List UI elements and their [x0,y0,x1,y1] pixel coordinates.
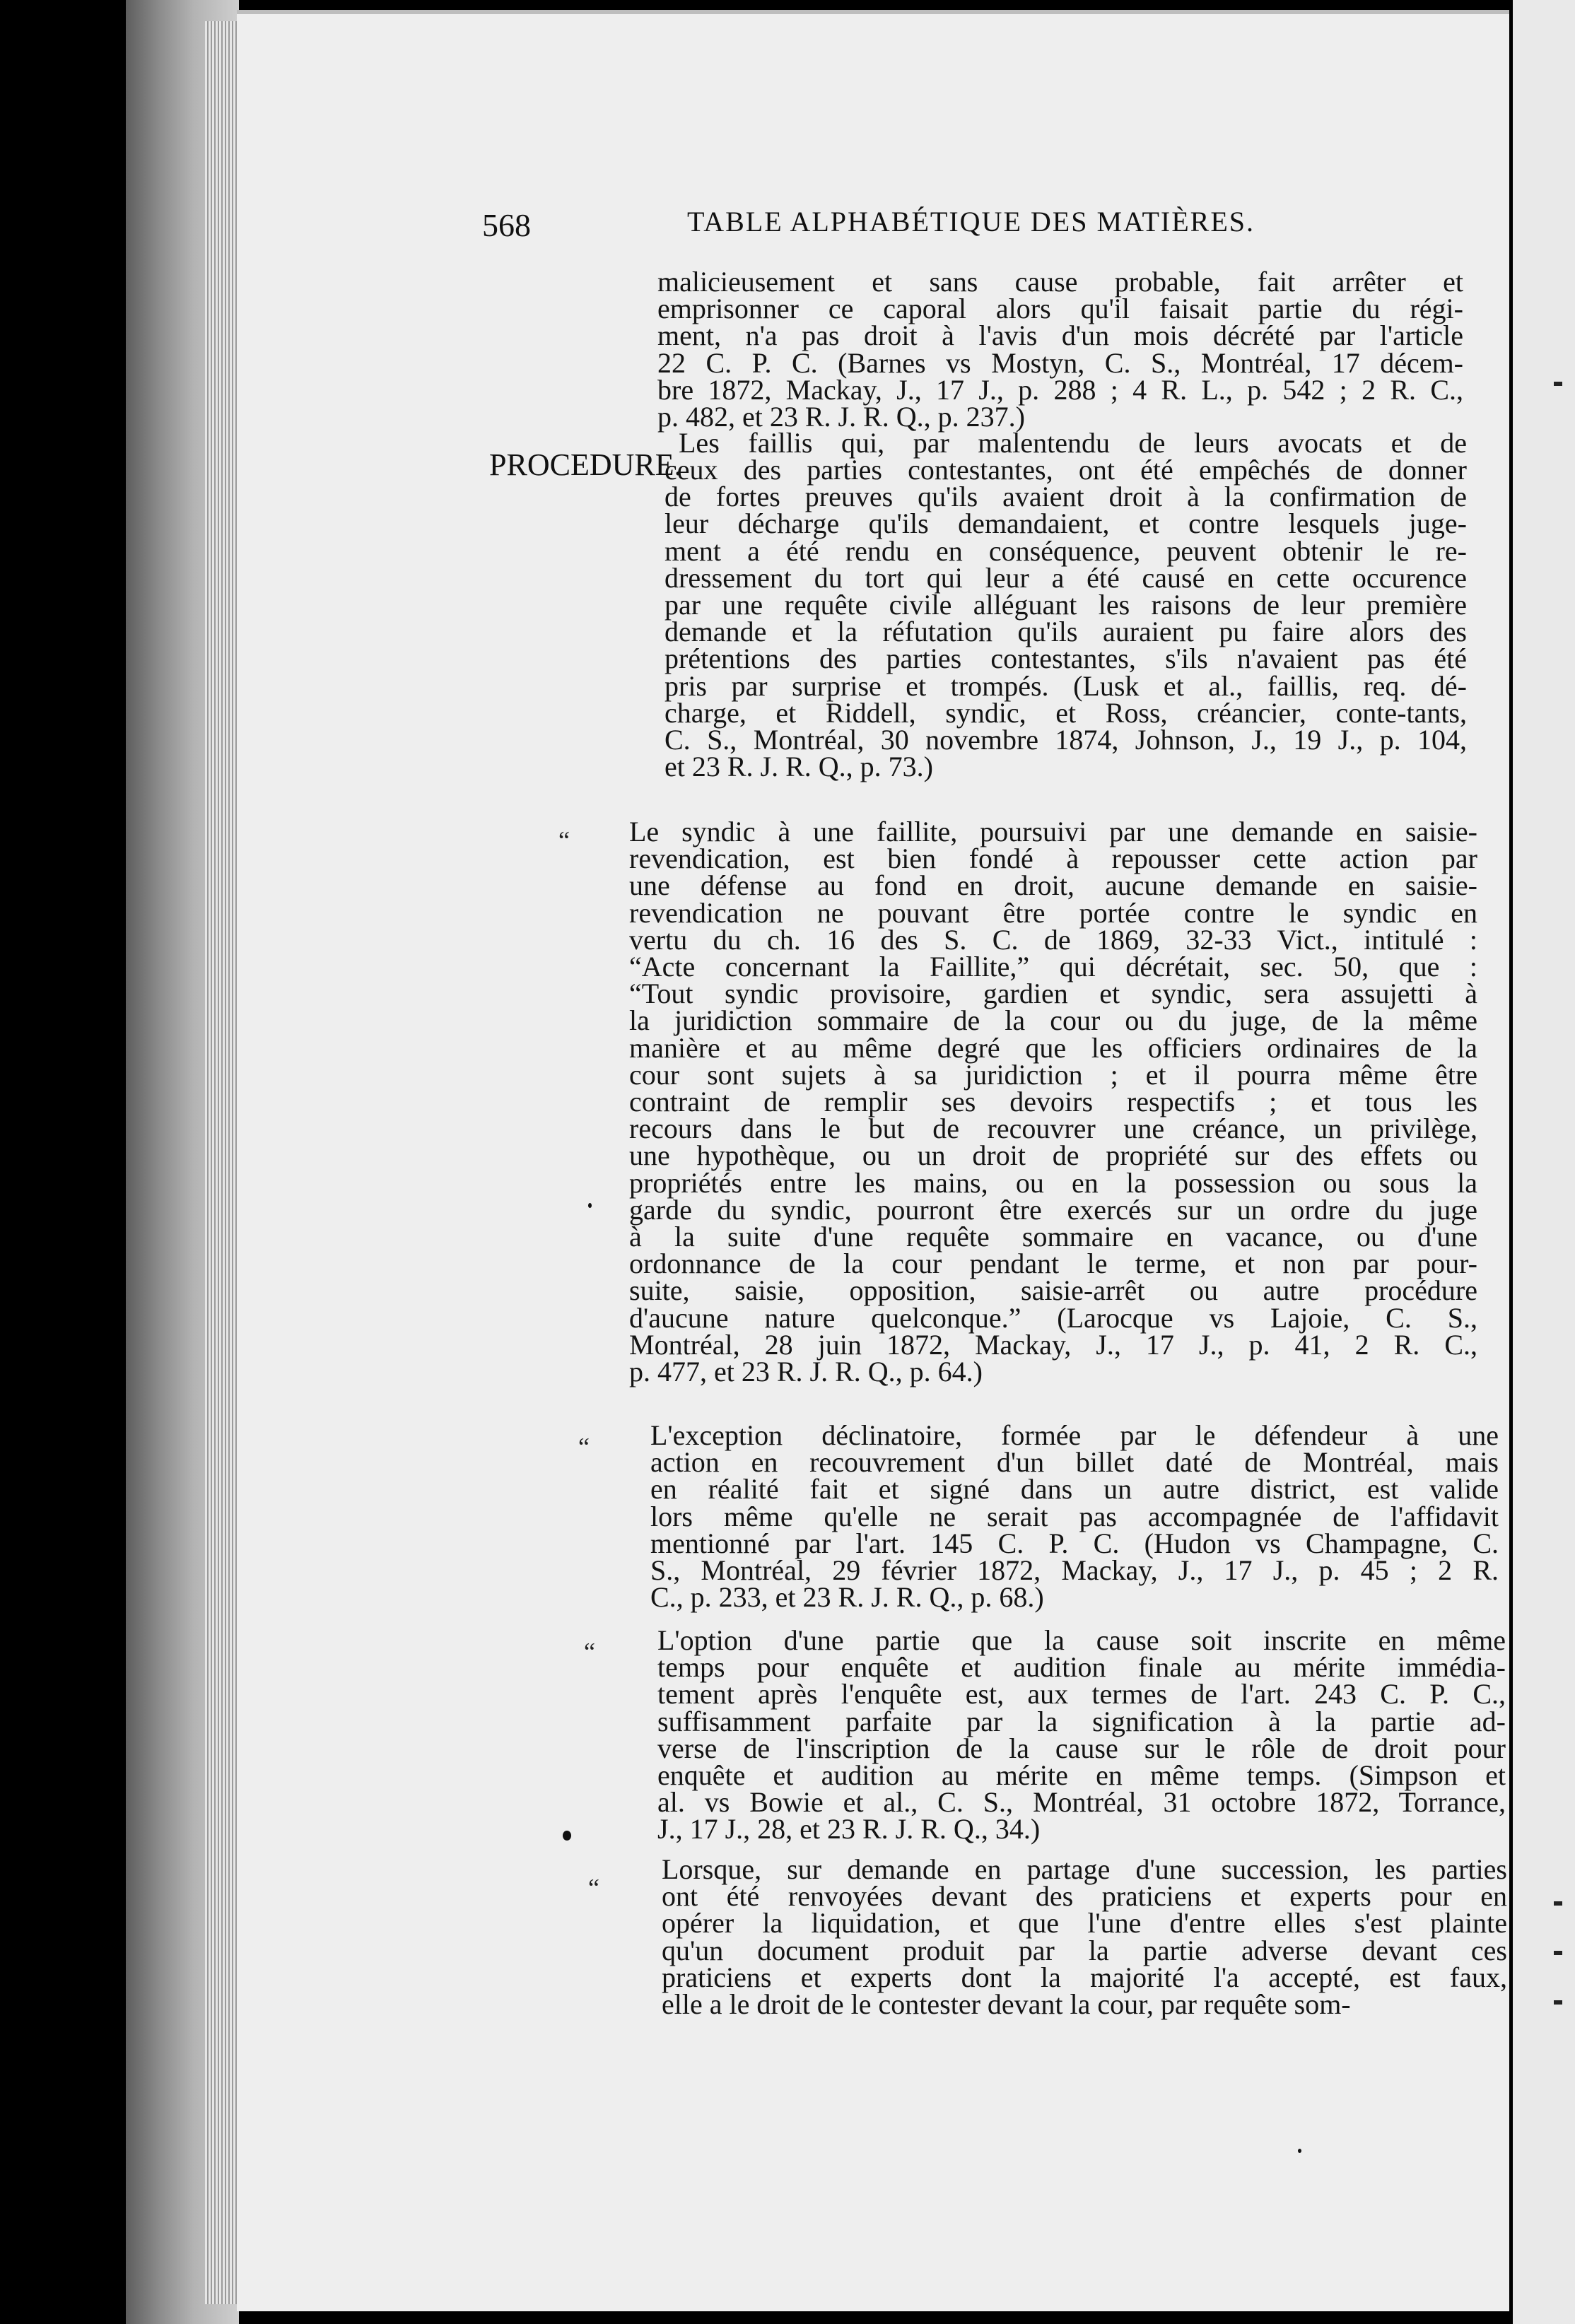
text-line: bre 1872, Mackay, J., 17 J., p. 288 ; 4 R. L., p. 542 ; 2 R. C., [657,373,1463,406]
text-line: ordonnance de la cour pendant le terme, et non par pour- [629,1248,1477,1280]
text-line: suffisamment parfaite par la signification à la partie ad- [657,1705,1506,1737]
text-line: revendication ne pouvant être portée contre le syndic en [629,896,1477,929]
entry-head-word: PROCEDURE. [489,447,682,482]
text-line: “Tout syndic provisoire, gardien et syndic, sera assujetti à [629,978,1477,1010]
text-line: Lorsque, sur demande en partage d'une succession, les parties [662,1853,1507,1885]
text-line: p. 482, et 23 R. J. R. Q., p. 237.) [657,401,1025,433]
text-line: contraint de remplir ses devoirs respectifs ; et tous les [629,1086,1477,1118]
entry-option [657,1624,1506,1845]
text-line: C. S., Montréal, 30 novembre 1874, Johnson, J., 19 J., p. 104, [664,724,1467,756]
running-head: TABLE ALPHABÉTIQUE DES MATIÈRES. [687,206,1255,237]
text-line: ceux des parties contestantes, ont été empêchés de donner [664,454,1467,486]
text-line: la juridiction sommaire de la cour ou du juge, de la même [629,1004,1477,1037]
text-line: L'exception déclinatoire, formée par le défendeur à une [650,1419,1499,1451]
text-line: de fortes preuves qu'ils avaient droit à la confirmation de [664,481,1467,513]
text-line: J., 17 J., 28, et 23 R. J. R. Q., 34.) [657,1813,1041,1845]
edge-mark [1554,1951,1562,1955]
text-line: L'option d'une partie que la cause soit inscrite en même [657,1624,1506,1656]
facing-page-edge [1513,0,1575,2324]
text-line: opérer la liquidation, et que l'une d'entre elles s'est plainte [662,1907,1507,1939]
text-line: suite, saisie, opposition, saisie-arrêt ou autre procédure [629,1274,1477,1307]
ditto-mark: “ [558,826,570,855]
text-line: verse de l'inscription de la cause sur le rôle de droit pour [657,1732,1506,1764]
text-line: elle a le droit de le contester devant la cour, par requête som- [662,1988,1351,2021]
text-line: p. 477, et 23 R. J. R. Q., p. 64.) [629,1356,983,1388]
edge-mark [1554,2000,1562,2005]
text-line: C., p. 233, et 23 R. J. R. Q., p. 68.) [650,1581,1044,1614]
text-line: prétentions des parties contestantes, s'ils n'avaient pas été [664,642,1467,675]
ink-speck [1298,2149,1301,2153]
text-line: qu'un document produit par la partie adverse devant ces [662,1934,1507,1966]
text-line: enquête et audition au mérite en même temps. (Simpson et [657,1759,1506,1792]
text-line: temps pour enquête et audition finale au mérite immédia- [657,1651,1506,1684]
text-line: charge, et Riddell, syndic, et Ross, créancier, conte-tants, [664,696,1467,729]
text-line: emprisonner ce caporal alors qu'il faisait partie du régi- [657,293,1463,325]
text-line: “Acte concernant la Faillite,” qui décrétait, sec. 50, que : [629,951,1477,983]
ink-speck [563,1831,571,1841]
text-line: lors même qu'elle ne serait pas accompagnée de l'affidavit [650,1500,1499,1532]
text-line: cour sont sujets à sa juridiction ; et il pourra même être [629,1058,1477,1091]
text-line: en réalité fait et signé dans un autre district, est valide [650,1473,1499,1506]
text-line: une défense au fond en droit, aucune demande en saisie- [629,869,1477,902]
text-line: praticiens et experts dont la majorité l'a accepté, est faux, [662,1961,1507,1993]
entry-syndic [629,816,1477,1388]
entry-exception [650,1419,1499,1614]
text-line: S., Montréal, 29 février 1872, Mackay, J., 17 J., p. 45 ; 2 R. [650,1554,1499,1587]
text-line: action en recouvrement d'un billet daté de Montréal, mais [650,1446,1499,1479]
edge-mark [1554,382,1562,386]
text-line: revendication, est bien fondé à repousser cette action par [629,843,1477,875]
text-line: leur décharge qu'ils demandaient, et contre lesquels juge- [664,507,1467,540]
text-line: d'aucune nature quelconque.” (Larocque vs Lajoie, C. S., [629,1301,1477,1334]
entry-continuation [657,266,1463,433]
ditto-mark: “ [584,1638,595,1666]
text-line: pris par surprise et trompés. (Lusk et al., faillis, req. dé- [664,669,1467,702]
edge-mark [1554,1901,1562,1906]
ditto-mark: “ [588,1874,599,1902]
text-line: Les faillis qui, par malentendu de leurs avocats et de [679,427,1467,459]
text-line: 22 C. P. C. (Barnes vs Mostyn, C. S., Montréal, 17 décem- [657,346,1463,379]
text-line: Le syndic à une faillite, poursuivi par une demande en saisie- [629,816,1477,847]
entry-first-line [679,427,1467,459]
page-number: 568 [482,207,531,243]
text-line: à la suite d'une requête sommaire en vacance, ou d'une [629,1221,1477,1253]
ditto-mark: “ [578,1433,590,1461]
text-line: une hypothèque, ou un droit de propriété sur des effets ou [629,1139,1477,1172]
text-line: par une requête civile alléguant les raisons de leur première [664,589,1467,621]
text-line: tement après l'enquête est, aux termes de l'art. 243 C. P. C., [657,1678,1506,1710]
entry-succession [662,1853,1507,2021]
text-line: manière et au même degré que les officiers ordinaires de la [629,1031,1477,1064]
entry-procedure [664,454,1467,783]
text-line: dressement du tort qui leur a été causé en cette occurence [664,561,1467,594]
text-line: propriétés entre les mains, ou en la possession ou sous la [629,1166,1477,1199]
text-line: recours dans le but de recouvrer une créance, un privilège, [629,1113,1477,1145]
text-line: ment a été rendu en conséquence, peuvent obtenir le re- [664,534,1467,567]
text-line: al. vs Bowie et al., C. S., Montréal, 31 octobre 1872, Torrance, [657,1786,1506,1819]
text-line: malicieusement et sans cause probable, fait arrêter et [657,266,1463,298]
text-line: Montréal, 28 juin 1872, Mackay, J., 17 J., p. 41, 2 R. C., [629,1328,1477,1361]
text-line: mentionné par l'art. 145 C. P. C. (Hudon vs Champagne, C. [650,1527,1499,1559]
text-line: vertu du ch. 16 des S. C. de 1869, 32-33 Vict., intitulé : [629,923,1477,956]
text-line: garde du syndic, pourront être exercés sur un ordre du juge [629,1193,1477,1226]
text-line: et 23 R. J. R. Q., p. 73.) [664,751,933,783]
text-line: ment, n'a pas droit à l'avis d'un mois décrété par l'article [657,319,1463,352]
text-line: demande et la réfutation qu'ils auraient pu faire alors des [664,616,1467,648]
text-line: ont été renvoyées devant des praticiens et experts pour en [662,1880,1507,1913]
ink-speck [588,1203,592,1208]
